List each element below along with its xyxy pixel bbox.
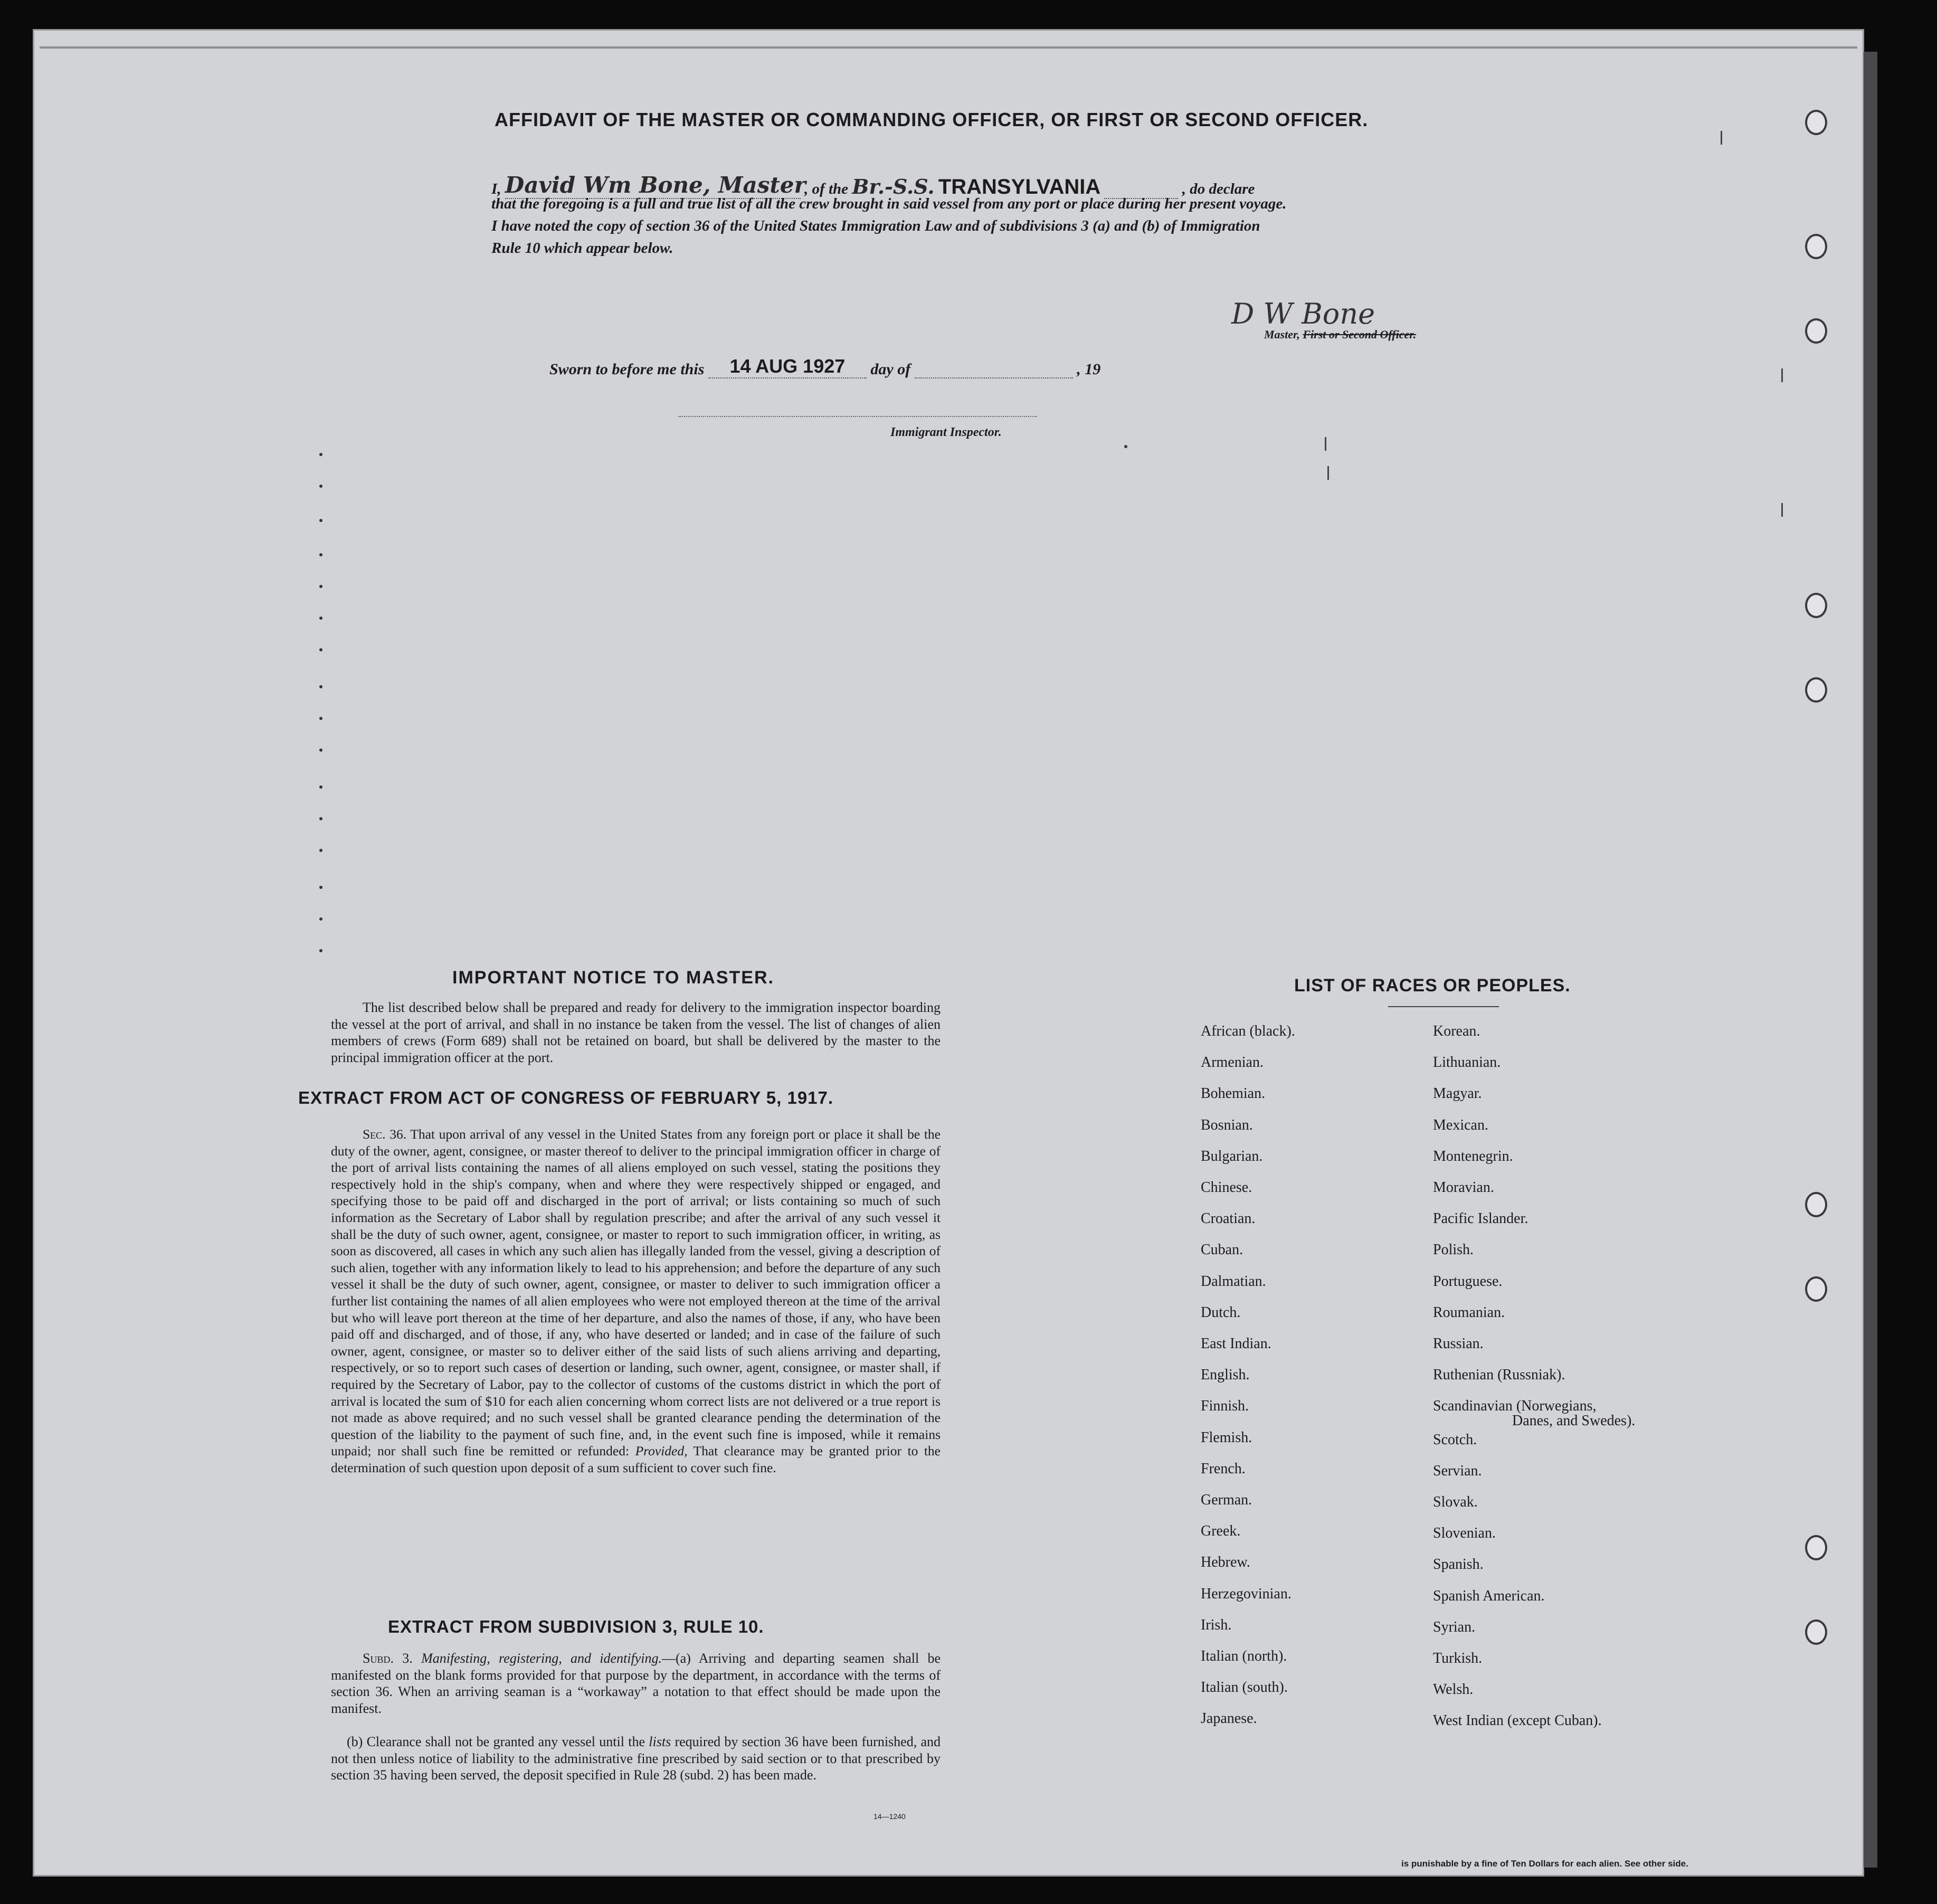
race-scandinavian-continued: Danes, and Swedes).	[1512, 1413, 1636, 1429]
vessel-name: TRANSYLVANIA	[938, 175, 1101, 198]
tick-mark	[1781, 503, 1783, 517]
extract-rule-para-b	[331, 1734, 941, 1784]
race-item: West Indian (except Cuban).	[1433, 1712, 1602, 1729]
race-item: Italian (north).	[1201, 1648, 1287, 1664]
sworn-line	[549, 355, 1100, 378]
struck-officer-text: First or Second Officer.	[1303, 328, 1417, 341]
race-item: Montenegrin.	[1433, 1148, 1513, 1164]
day-of-label: day of	[870, 361, 911, 378]
do-declare-label: , do declare	[1182, 181, 1255, 197]
race-item: Italian (south).	[1201, 1679, 1288, 1696]
sworn-label: Sworn to before me this	[549, 361, 705, 378]
inspector-label: Immigrant Inspector.	[890, 425, 1002, 439]
subd-label: Subd. 3.	[363, 1651, 413, 1666]
declaration-line-4: Rule 10 which appear below.	[491, 240, 673, 257]
race-item: Portuguese.	[1433, 1273, 1503, 1290]
form-number: 14—1240	[873, 1812, 906, 1821]
race-item: Welsh.	[1433, 1681, 1474, 1698]
race-item: English.	[1201, 1367, 1250, 1384]
race-item: Greek.	[1201, 1523, 1241, 1540]
race-item: Ruthenian (Russniak).	[1433, 1367, 1565, 1384]
race-item: Finnish.	[1201, 1398, 1249, 1415]
race-item: Lithuanian.	[1433, 1054, 1501, 1071]
race-item: Servian.	[1433, 1462, 1482, 1479]
lists-word: lists	[649, 1734, 671, 1749]
tick-mark	[1721, 131, 1722, 145]
master-label: Master,	[1264, 328, 1300, 341]
race-item: Mexican.	[1433, 1116, 1488, 1133]
tick-mark	[1781, 368, 1783, 382]
race-item: Irish.	[1201, 1616, 1232, 1633]
race-item: Chinese.	[1201, 1179, 1252, 1196]
subd-italic: Manifesting, registering, and identifying.	[421, 1651, 662, 1666]
manifest-page	[33, 29, 1864, 1877]
race-item: French.	[1201, 1460, 1246, 1477]
race-item: Bosnian.	[1201, 1116, 1253, 1133]
year-label: , 19	[1077, 361, 1101, 378]
extract-act-title: EXTRACT FROM ACT OF CONGRESS OF FEBRUARY 5, 1917.	[298, 1088, 834, 1107]
race-item: Croatian.	[1201, 1210, 1256, 1227]
of-the-label: , of the	[804, 181, 849, 197]
race-item: Hebrew.	[1201, 1554, 1250, 1571]
notice-title: IMPORTANT NOTICE TO MASTER.	[452, 968, 774, 988]
race-item: Pacific Islander.	[1433, 1210, 1528, 1227]
provided-word: Provided,	[635, 1443, 688, 1459]
tick-mark	[1325, 437, 1326, 451]
extract-rule-para-a	[331, 1650, 941, 1717]
race-item: Turkish.	[1433, 1650, 1483, 1666]
affidavit-title: AFFIDAVIT OF THE MASTER OR COMMANDING OFFICER, OR FIRST OR SECOND OFFICER.	[495, 109, 1369, 130]
footer-note: is punishable by a fine of Ten Dollars for each alien. See other side.	[1401, 1859, 1688, 1869]
race-item: Spanish American.	[1433, 1587, 1545, 1604]
para-a-text: —(a) Arriving and departing seamen shall be manifested on the blank forms provided for that purpose by the department, in accordance with the terms of section 36. When an arriving seaman is a “workaway” a notation to that effect should be made upon the manifest.	[331, 1651, 941, 1716]
races-title: LIST OF RACES OR PEOPLES.	[1294, 975, 1571, 996]
race-item: Bulgarian.	[1201, 1148, 1263, 1164]
master-caption	[1264, 328, 1416, 342]
para-b-end: required by section 36 have been furnished, and not then unless notice of liability to the administrative fine prescribed by said section or to that prescribed by section 35 having been served, the deposit specified in Rule 28 (subd. 2) has been made.	[331, 1734, 941, 1783]
race-item: Magyar.	[1433, 1085, 1482, 1102]
sec-label: Sec. 36.	[363, 1126, 407, 1142]
extract-act-body	[331, 1126, 941, 1476]
race-item: Dalmatian.	[1201, 1273, 1266, 1290]
race-item: Spanish.	[1433, 1556, 1484, 1573]
race-item: Slovenian.	[1433, 1525, 1496, 1542]
inspector-signature-line	[678, 416, 1037, 417]
race-item: Bohemian.	[1201, 1085, 1266, 1102]
race-item: Flemish.	[1201, 1429, 1252, 1446]
act-text-end: That clearance may be granted prior to the determination of such question upon deposit of a sum sufficient to cover such fine.	[331, 1443, 941, 1475]
race-item: Roumanian.	[1433, 1304, 1505, 1321]
notice-body: The list described below shall be prepared and ready for delivery to the immigration inspector boarding the vessel at the port of arrival, and shall in no instance be taken from the vessel. The list of changes of alien members of crews (Form 689) shall not be retained on board, but shall be delivered by the master to the principal immigration officer at the port.	[331, 1000, 941, 1065]
declarant-name: David Wm Bone, Master	[505, 172, 806, 198]
race-item: East Indian.	[1201, 1335, 1271, 1352]
race-item: Scotch.	[1433, 1431, 1477, 1448]
para-b-start: (b) Clearance shall not be granted any vessel until the	[347, 1734, 645, 1749]
race-item: Polish.	[1433, 1242, 1474, 1258]
master-signature: D W Bone	[1231, 297, 1375, 330]
race-item: Herzegovinian.	[1201, 1585, 1292, 1602]
race-item: Slovak.	[1433, 1494, 1478, 1510]
race-item: Moravian.	[1433, 1179, 1494, 1196]
race-item: Syrian.	[1433, 1618, 1476, 1635]
race-item: Armenian.	[1201, 1054, 1264, 1071]
race-item: Dutch.	[1201, 1304, 1241, 1321]
race-item: Cuban.	[1201, 1242, 1243, 1258]
race-item: Korean.	[1433, 1023, 1480, 1039]
race-item: African (black).	[1201, 1023, 1295, 1039]
declaration-line-3: I have noted the copy of section 36 of the United States Immigration Law and of subdivisions 3 (a) and (b) of Immigration	[491, 217, 1260, 234]
race-item: German.	[1201, 1492, 1252, 1508]
date-stamp: 14 AUG 1927	[729, 355, 846, 377]
act-text: That upon arrival of any vessel in the United States from any foreign port or place it shall be the duty of the owner, agent, consignee, or master thereof to deliver to the principal immigration officer in charge of the port of arrival lists containing the names of all aliens employed on such vessel, stating the positions they respectively hold in the ship's company, when and where they were respectively shipped or engaged, and specifying those to be paid off and discharged in the port of arrival; or lists containing so much of such information as the Secretary of Labor shall by regulation prescribe; and after the arrival of any such vessel it shall be the duty of such owner, agent, consignee, or master to report to such immigration officer, in writing, as soon as discovered, all cases in which any such alien has illegally landed from the vessel, giving a description of such alien, together with any information likely to lead to his apprehension; and before the departure of any such vessel it shall be the duty of such owner, agent, consignee, or master to deliver to such immigration officer a further list containing the names of all alien employees who were not employed thereon at the time of the arrival but who will leave port thereon at the time of her departure, and also the names of those, if any, who have been paid off and discharged, and of those, if any, who have deserted or landed; and in case of the failure of such owner, agent, consignee, or master so to deliver either of the said lists of such aliens arriving and departing, respectively, or so to report such cases of desertion or landing, such owner, agent, consignee, or master shall, if required by the Secretary of Labor, pay to the collector of customs of the customs district in which the port of arrival is located the sum of $10 for each alien concerning whom correct lists are not delivered or a true report is not made as above required; and no such vessel shall be granted clearance pending the determination of the question of the liability to the payment of such fine, and, in the event such fine is imposed, while it remains unpaid; nor shall such fine be remitted or refunded:	[331, 1126, 941, 1459]
vessel-prefix: Br.-S.S.	[852, 175, 935, 198]
extract-rule-title: EXTRACT FROM SUBDIVISION 3, RULE 10.	[388, 1617, 764, 1636]
races-title-rule	[1388, 1006, 1499, 1007]
binding-strip	[1864, 52, 1877, 1868]
top-rule	[40, 46, 1857, 49]
declaration-line-2: that the foregoing is a full and true list of all the crew brought in said vessel from any port or place during her present voyage.	[491, 195, 1287, 212]
i-label: I,	[491, 181, 501, 197]
race-item: Japanese.	[1201, 1710, 1257, 1727]
tick-mark	[1327, 466, 1329, 480]
race-item: Russian.	[1433, 1335, 1484, 1352]
race-item: Scandinavian (Norwegians,	[1433, 1398, 1597, 1415]
